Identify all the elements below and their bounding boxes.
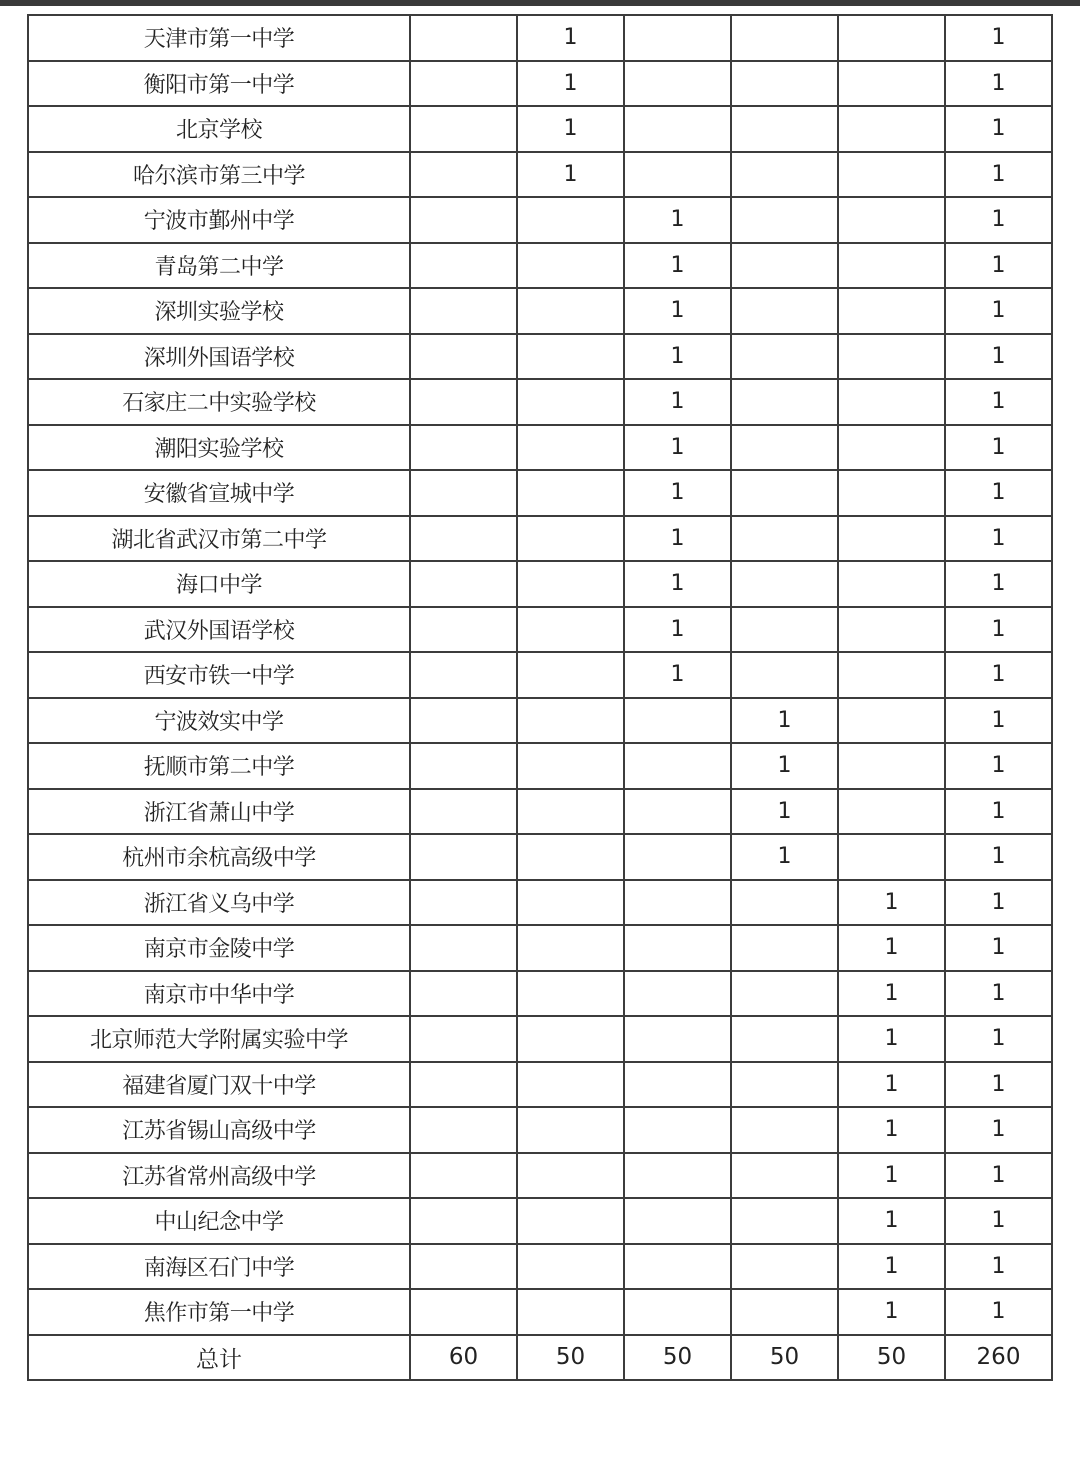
school-name-cell: 宁波效实中学: [28, 698, 410, 744]
count-cell-6: 1: [945, 607, 1052, 653]
table-row: [28, 743, 1052, 789]
count-cell-4: [731, 1244, 838, 1290]
count-cell-2: [517, 334, 624, 380]
count-cell-4: [731, 1289, 838, 1335]
count-cell-6: 1: [945, 470, 1052, 516]
count-cell-2: [517, 561, 624, 607]
count-cell-4: [731, 152, 838, 198]
count-cell-1: [410, 470, 517, 516]
count-cell-5: [838, 561, 945, 607]
count-cell-5: 1: [838, 1016, 945, 1062]
count-cell-2: [517, 971, 624, 1017]
total-row: [28, 1335, 1052, 1381]
count-cell-1: [410, 652, 517, 698]
count-cell-6: 1: [945, 1198, 1052, 1244]
count-cell-6: 1: [945, 1107, 1052, 1153]
count-cell-4: 1: [731, 834, 838, 880]
count-cell-1: [410, 789, 517, 835]
count-cell-2: [517, 1153, 624, 1199]
count-cell-6: 1: [945, 334, 1052, 380]
count-cell-6: 1: [945, 106, 1052, 152]
school-name-cell: 浙江省义乌中学: [28, 880, 410, 926]
count-cell-6: 1: [945, 197, 1052, 243]
table-row: [28, 834, 1052, 880]
school-name-cell: 安徽省宣城中学: [28, 470, 410, 516]
count-cell-4: [731, 61, 838, 107]
count-cell-6: 1: [945, 1153, 1052, 1199]
count-cell-2: [517, 1062, 624, 1108]
count-cell-5: [838, 743, 945, 789]
count-cell-1: [410, 516, 517, 562]
count-cell-1: [410, 1062, 517, 1108]
school-name-cell: 湖北省武汉市第二中学: [28, 516, 410, 562]
count-cell-3: [624, 789, 731, 835]
school-name-cell: 江苏省常州高级中学: [28, 1153, 410, 1199]
count-cell-2: 1: [517, 152, 624, 198]
school-name-cell: 天津市第一中学: [28, 15, 410, 61]
count-cell-1: [410, 925, 517, 971]
count-cell-1: [410, 971, 517, 1017]
count-cell-2: [517, 379, 624, 425]
count-cell-3: [624, 743, 731, 789]
count-cell-1: [410, 561, 517, 607]
count-cell-3: [624, 1153, 731, 1199]
count-cell-2: [517, 743, 624, 789]
count-cell-2: 1: [517, 61, 624, 107]
count-cell-1: [410, 1107, 517, 1153]
count-cell-6: 1: [945, 652, 1052, 698]
count-cell-5: [838, 516, 945, 562]
count-cell-5: 1: [838, 925, 945, 971]
count-cell-3: 1: [624, 379, 731, 425]
table-row: [28, 288, 1052, 334]
count-cell-3: [624, 61, 731, 107]
school-name-cell: 宁波市鄞州中学: [28, 197, 410, 243]
count-cell-3: [624, 106, 731, 152]
school-name-cell: 衡阳市第一中学: [28, 61, 410, 107]
count-cell-6: 1: [945, 1244, 1052, 1290]
count-cell-3: 1: [624, 197, 731, 243]
count-cell-5: [838, 470, 945, 516]
count-cell-5: 1: [838, 971, 945, 1017]
count-cell-2: [517, 834, 624, 880]
count-cell-6: 1: [945, 789, 1052, 835]
count-cell-2: [517, 1198, 624, 1244]
count-cell-5: [838, 789, 945, 835]
table-row: [28, 1016, 1052, 1062]
count-cell-2: [517, 698, 624, 744]
table-row: [28, 1244, 1052, 1290]
count-cell-6: 1: [945, 61, 1052, 107]
count-cell-6: 1: [945, 971, 1052, 1017]
count-cell-3: [624, 1244, 731, 1290]
count-cell-3: [624, 1107, 731, 1153]
total-label: 总计: [28, 1335, 410, 1381]
count-cell-3: [624, 1289, 731, 1335]
count-cell-2: [517, 789, 624, 835]
count-cell-1: [410, 288, 517, 334]
count-cell-1: [410, 607, 517, 653]
count-cell-5: 1: [838, 1062, 945, 1108]
count-cell-4: [731, 425, 838, 471]
total-cell-5: 50: [838, 1335, 945, 1381]
count-cell-5: 1: [838, 1107, 945, 1153]
count-cell-5: [838, 243, 945, 289]
count-cell-1: [410, 880, 517, 926]
count-cell-3: [624, 925, 731, 971]
school-name-cell: 中山纪念中学: [28, 1198, 410, 1244]
watermark-overlay: [848, 1400, 1058, 1448]
count-cell-3: 1: [624, 288, 731, 334]
school-name-cell: 福建省厦门双十中学: [28, 1062, 410, 1108]
table-row: [28, 61, 1052, 107]
count-cell-3: 1: [624, 652, 731, 698]
count-cell-3: 1: [624, 334, 731, 380]
count-cell-5: [838, 106, 945, 152]
count-cell-4: [731, 15, 838, 61]
count-cell-1: [410, 1198, 517, 1244]
count-cell-5: [838, 834, 945, 880]
count-cell-4: [731, 607, 838, 653]
count-cell-3: 1: [624, 425, 731, 471]
school-name-cell: 北京师范大学附属实验中学: [28, 1016, 410, 1062]
count-cell-5: [838, 334, 945, 380]
count-cell-4: [731, 1062, 838, 1108]
count-cell-6: 1: [945, 698, 1052, 744]
school-name-cell: 深圳外国语学校: [28, 334, 410, 380]
count-cell-4: [731, 971, 838, 1017]
count-cell-2: [517, 880, 624, 926]
count-cell-4: [731, 1107, 838, 1153]
table-row: [28, 1153, 1052, 1199]
count-cell-3: [624, 1016, 731, 1062]
table-row: [28, 379, 1052, 425]
count-cell-1: [410, 15, 517, 61]
count-cell-6: 1: [945, 561, 1052, 607]
count-cell-6: 1: [945, 1016, 1052, 1062]
table-footer: [28, 1335, 1052, 1381]
count-cell-4: [731, 880, 838, 926]
count-cell-2: [517, 288, 624, 334]
table-row: [28, 698, 1052, 744]
school-name-cell: 焦作市第一中学: [28, 1289, 410, 1335]
table-row: [28, 425, 1052, 471]
table-row: [28, 652, 1052, 698]
count-cell-3: 1: [624, 470, 731, 516]
count-cell-5: [838, 15, 945, 61]
count-cell-5: [838, 379, 945, 425]
total-cell-6: 260: [945, 1335, 1052, 1381]
table-row: [28, 15, 1052, 61]
count-cell-1: [410, 1153, 517, 1199]
count-cell-6: 1: [945, 516, 1052, 562]
school-name-cell: 抚顺市第二中学: [28, 743, 410, 789]
school-name-cell: 南京市金陵中学: [28, 925, 410, 971]
count-cell-2: [517, 470, 624, 516]
total-cell-1: 60: [410, 1335, 517, 1381]
count-cell-4: [731, 1198, 838, 1244]
count-cell-1: [410, 834, 517, 880]
count-cell-5: [838, 197, 945, 243]
count-cell-2: [517, 425, 624, 471]
table-row: [28, 971, 1052, 1017]
count-cell-3: 1: [624, 561, 731, 607]
count-cell-5: [838, 152, 945, 198]
count-cell-4: [731, 106, 838, 152]
school-count-table: [27, 14, 1053, 1381]
count-cell-1: [410, 243, 517, 289]
count-cell-6: 1: [945, 743, 1052, 789]
count-cell-3: 1: [624, 243, 731, 289]
total-cell-2: 50: [517, 1335, 624, 1381]
count-cell-6: 1: [945, 834, 1052, 880]
table-row: [28, 1198, 1052, 1244]
count-cell-5: 1: [838, 1244, 945, 1290]
count-cell-5: [838, 425, 945, 471]
count-cell-6: 1: [945, 1289, 1052, 1335]
count-cell-4: [731, 516, 838, 562]
count-cell-3: [624, 698, 731, 744]
count-cell-5: [838, 698, 945, 744]
top-edge-bar: [0, 0, 1080, 6]
table-row: [28, 197, 1052, 243]
count-cell-5: [838, 288, 945, 334]
count-cell-2: [517, 1107, 624, 1153]
table-row: [28, 516, 1052, 562]
total-cell-3: 50: [624, 1335, 731, 1381]
table-row: [28, 243, 1052, 289]
count-cell-1: [410, 1016, 517, 1062]
count-cell-6: 1: [945, 1062, 1052, 1108]
count-cell-2: [517, 607, 624, 653]
count-cell-5: 1: [838, 1198, 945, 1244]
count-cell-3: [624, 152, 731, 198]
count-cell-1: [410, 425, 517, 471]
count-cell-4: [731, 561, 838, 607]
table-row: [28, 1107, 1052, 1153]
count-cell-3: 1: [624, 607, 731, 653]
count-cell-6: 1: [945, 880, 1052, 926]
school-name-cell: 浙江省萧山中学: [28, 789, 410, 835]
table-row: [28, 1062, 1052, 1108]
count-cell-3: [624, 880, 731, 926]
count-cell-2: [517, 652, 624, 698]
count-cell-5: [838, 607, 945, 653]
count-cell-4: [731, 288, 838, 334]
count-cell-1: [410, 379, 517, 425]
count-cell-6: 1: [945, 425, 1052, 471]
school-name-cell: 北京学校: [28, 106, 410, 152]
count-cell-5: 1: [838, 1289, 945, 1335]
count-cell-4: [731, 652, 838, 698]
school-name-cell: 西安市铁一中学: [28, 652, 410, 698]
school-name-cell: 武汉外国语学校: [28, 607, 410, 653]
count-cell-2: [517, 1016, 624, 1062]
count-cell-2: [517, 925, 624, 971]
count-cell-3: [624, 971, 731, 1017]
count-cell-4: [731, 334, 838, 380]
table-row: [28, 470, 1052, 516]
count-cell-1: [410, 152, 517, 198]
count-cell-4: [731, 925, 838, 971]
count-cell-1: [410, 1244, 517, 1290]
table-row: [28, 152, 1052, 198]
count-cell-4: [731, 1153, 838, 1199]
count-cell-5: 1: [838, 1153, 945, 1199]
table-body: [28, 15, 1052, 1335]
count-cell-6: 1: [945, 152, 1052, 198]
school-name-cell: 海口中学: [28, 561, 410, 607]
table-row: [28, 607, 1052, 653]
school-name-cell: 南海区石门中学: [28, 1244, 410, 1290]
count-cell-1: [410, 334, 517, 380]
count-cell-1: [410, 743, 517, 789]
count-cell-1: [410, 698, 517, 744]
count-cell-2: 1: [517, 15, 624, 61]
count-cell-4: 1: [731, 789, 838, 835]
count-cell-1: [410, 106, 517, 152]
count-cell-3: [624, 1198, 731, 1244]
count-cell-1: [410, 61, 517, 107]
count-cell-6: 1: [945, 15, 1052, 61]
count-cell-5: [838, 61, 945, 107]
count-cell-2: [517, 516, 624, 562]
count-cell-3: [624, 834, 731, 880]
count-cell-5: 1: [838, 880, 945, 926]
table-row: [28, 880, 1052, 926]
count-cell-4: 1: [731, 743, 838, 789]
school-name-cell: 深圳实验学校: [28, 288, 410, 334]
school-name-cell: 潮阳实验学校: [28, 425, 410, 471]
school-name-cell: 青岛第二中学: [28, 243, 410, 289]
count-cell-4: [731, 470, 838, 516]
count-cell-4: [731, 197, 838, 243]
count-cell-4: [731, 379, 838, 425]
count-cell-4: 1: [731, 698, 838, 744]
school-name-cell: 江苏省锡山高级中学: [28, 1107, 410, 1153]
table-row: [28, 334, 1052, 380]
school-name-cell: 石家庄二中实验学校: [28, 379, 410, 425]
count-cell-2: [517, 1244, 624, 1290]
count-cell-6: 1: [945, 925, 1052, 971]
table-row: [28, 1289, 1052, 1335]
count-cell-2: [517, 243, 624, 289]
count-cell-4: [731, 243, 838, 289]
count-cell-2: 1: [517, 106, 624, 152]
school-name-cell: 杭州市余杭高级中学: [28, 834, 410, 880]
school-name-cell: 哈尔滨市第三中学: [28, 152, 410, 198]
table-row: [28, 106, 1052, 152]
count-cell-5: [838, 652, 945, 698]
count-cell-1: [410, 197, 517, 243]
count-cell-6: 1: [945, 379, 1052, 425]
total-cell-4: 50: [731, 1335, 838, 1381]
table-row: [28, 561, 1052, 607]
count-cell-2: [517, 1289, 624, 1335]
count-cell-4: [731, 1016, 838, 1062]
count-cell-1: [410, 1289, 517, 1335]
school-name-cell: 南京市中华中学: [28, 971, 410, 1017]
count-cell-3: [624, 15, 731, 61]
table-row: [28, 925, 1052, 971]
count-cell-2: [517, 197, 624, 243]
count-cell-3: 1: [624, 516, 731, 562]
count-cell-6: 1: [945, 288, 1052, 334]
table-row: [28, 789, 1052, 835]
count-cell-6: 1: [945, 243, 1052, 289]
count-cell-3: [624, 1062, 731, 1108]
